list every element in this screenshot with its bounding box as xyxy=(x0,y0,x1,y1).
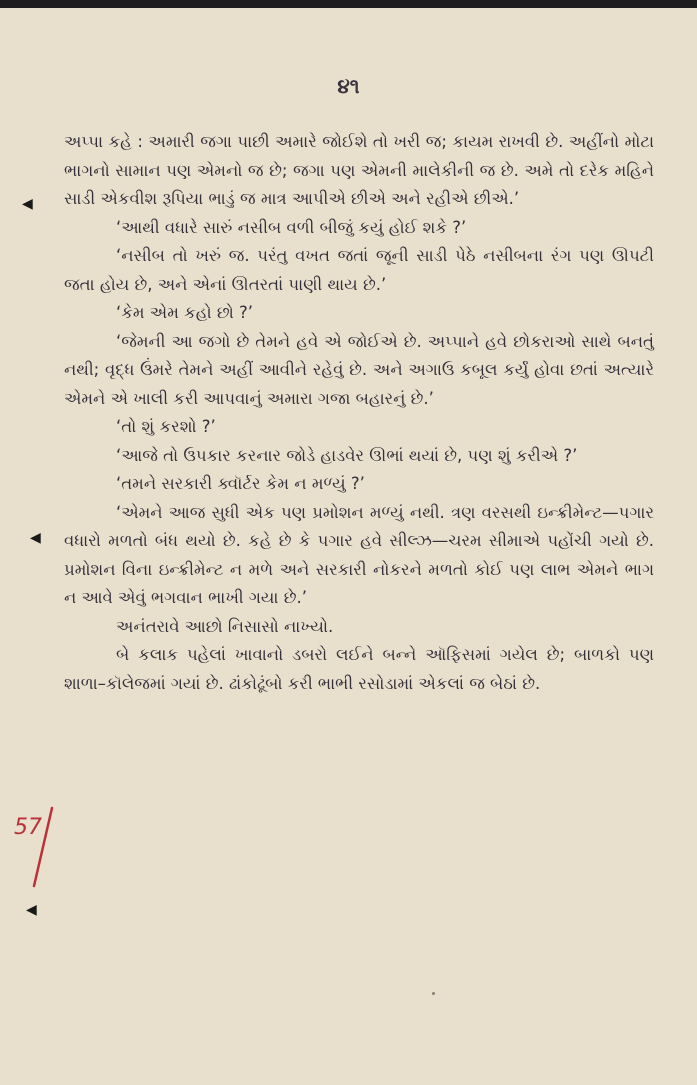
body-text xyxy=(64,128,654,698)
margin-note-text: 57 xyxy=(14,815,42,840)
paragraph-4: ‘કેમ એમ કહો છો ?’ xyxy=(116,303,253,322)
page-top-edge xyxy=(0,0,697,8)
paragraph-6: ‘તો શું કરશો ?’ xyxy=(116,417,216,436)
margin-pointer-icon: ◀ xyxy=(26,902,37,918)
paragraph-8: ‘તમને સરકારી ક્વૉર્ટર કેમ ન મળ્યું ?’ xyxy=(116,474,365,493)
paragraph-9: ‘એમને આજ સુધી એક પણ પ્રમોશન મળ્યું નથી. ત્રણ વરસથી ઇન્ક્રીમેન્ટ—પગાર વધારો મળતો બંધ થયો છે. કહે છે કે પગાર હવે સીલ્ઝ—ચરમ સીમાએ પહોંચી ગયો છે. પ્રમોશન વિના ઇન્ક્રીમેન્ટ ન મળે અને સરકારી નોકરને મળતો કોઈ પણ લાભ એમને ભાગ ન આવે એવું ભગવાન ભાખી ગયા છે.’ xyxy=(64,502,654,607)
margin-pointer-icon: ◀ xyxy=(30,530,41,546)
paragraph-1: અપ્પા કહે : અમારી જગા પાછી અમારે જોઈશે તો ખરી જ; કાયમ રાખવી છે. અહીંનો મોટા ભાગનો સામાન પણ એમનો જ છે; જગા પણ એમની માલેકીની જ છે. અમે તો દરેક મહિને સાડી એકવીશ રૂપિયા ભાડું જ માત્ર આપીએ છીએ અને રહીએ છીએ.’ xyxy=(64,132,654,208)
paragraph-5: ‘જેમની આ જગો છે તેમને હવે એ જોઈએ છે. અપ્પાને હવે છોકરાઓ સાથે બનતું નથી; વૃદ્ધ ઉંમરે તેમને અહીં આવીને રહેવું છે. અને અગાઉ કબૂલ કર્યું હોવા છતાં અત્યારે એમને એ ખાલી કરી આપવાનું અમારા ગજા બહારનું છે.’ xyxy=(64,331,654,408)
page-number: ૪૧ xyxy=(337,74,360,98)
paragraph-7: ‘આજે તો ઉપકાર કરનાર જોડે હાડવેર ઊભાં થયાં છે, પણ શું કરીએ ?’ xyxy=(116,445,578,465)
margin-pointer-icon: ◀ xyxy=(22,196,33,212)
paragraph-11: બે કલાક પહેલાં ખાવાનો ડબરો લઈને બન્ને ઑફિસમાં ગયેલ છે; બાળકો પણ શાળા–કૉલેજમાં ગયાં છે. ઢાંકોઢૂંબો કરી ભાભી રસોડામાં એકલાં જ બેઠાં છે. xyxy=(64,645,654,693)
paragraph-3: ‘નસીબ તો ખરું જ. પરંતુ વખત જતાં જૂની સાડી પેઠે નસીબના રંગ પણ ઊપટી જતા હોય છે, અને એનાં ઊતરતાં પાણી થાય છે.’ xyxy=(64,246,654,294)
handwritten-margin-note xyxy=(12,800,60,890)
paragraph-2: ‘આથી વધારે સારું નસીબ વળી બીજું કયું હોઈ શકે ?’ xyxy=(116,217,467,237)
page-speck xyxy=(432,992,435,995)
paragraph-10: અનંતરાવે આછો નિસાસો નાખ્યો. xyxy=(116,616,334,636)
